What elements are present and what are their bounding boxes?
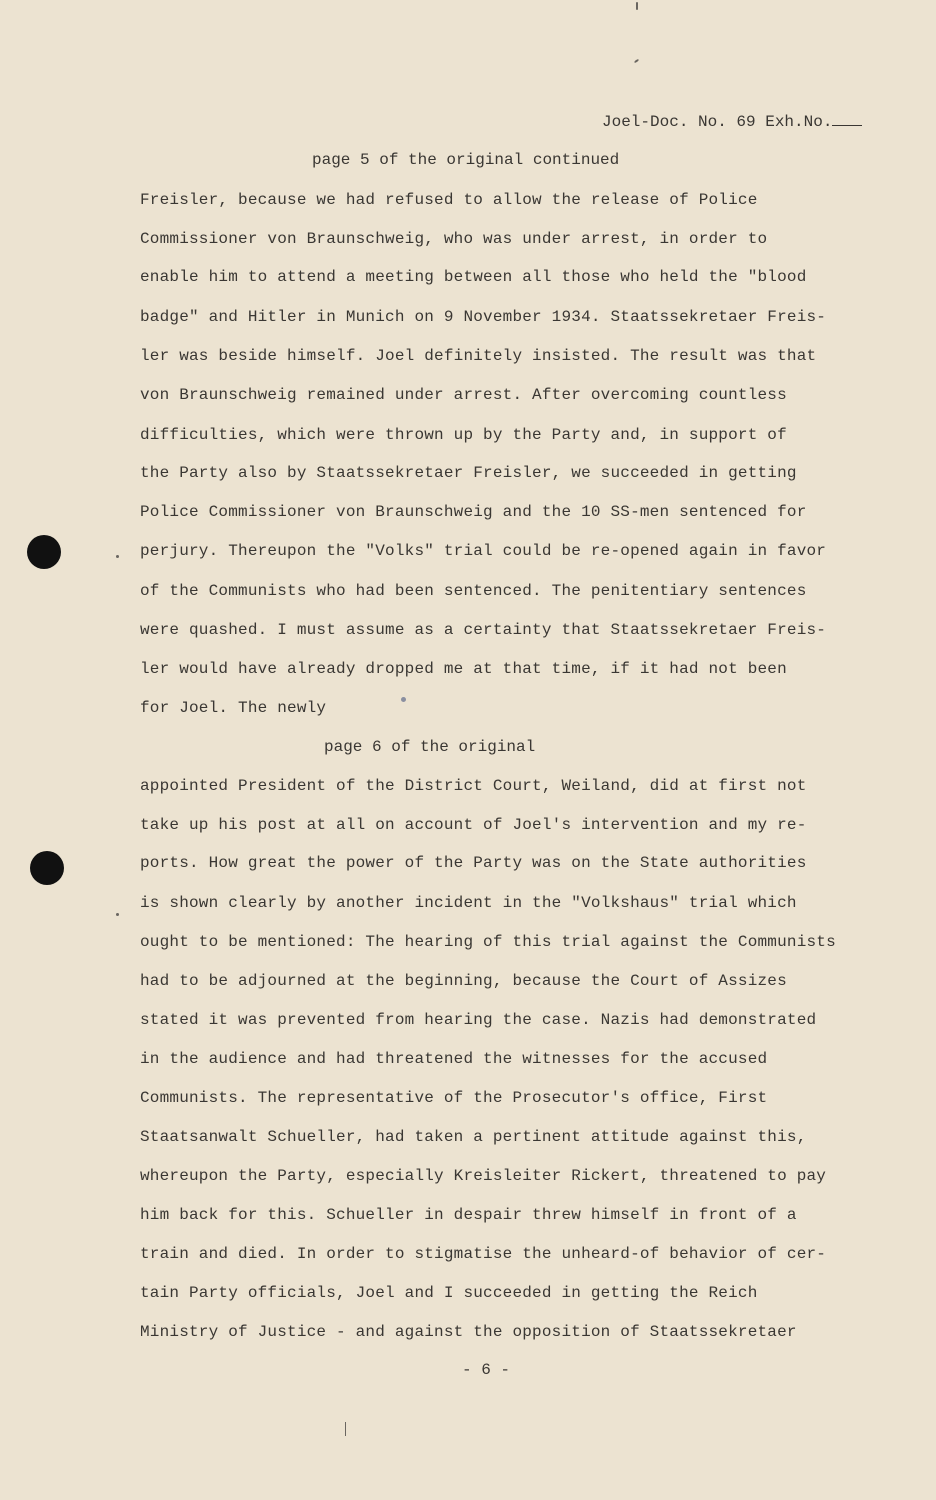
text-line: him back for this. Schueller in despair threw himself in front of a: [140, 1206, 797, 1224]
text-line: ought to be mentioned: The hearing of this trial against the Communists: [140, 933, 836, 951]
exhibit-number-blank: [832, 111, 862, 126]
paper-mark: [116, 913, 119, 916]
text-line: ports. How great the power of the Party was on the State authorities: [140, 854, 807, 872]
paper-mark: [116, 555, 119, 558]
text-line: tain Party officials, Joel and I succeeded in getting the Reich: [140, 1284, 758, 1302]
text-line: Freisler, because we had refused to allow the release of Police: [140, 191, 758, 209]
doc-reference: [602, 111, 862, 131]
text-line: in the audience and had threatened the witnesses for the accused: [140, 1050, 768, 1068]
text-line: whereupon the Party, especially Kreisleiter Rickert, threatened to pay: [140, 1167, 827, 1185]
text-line: had to be adjourned at the beginning, because the Court of Assizes: [140, 972, 787, 990]
page-heading: page 6 of the original: [324, 738, 536, 756]
text-line: of the Communists who had been sentenced. The penitentiary sentences: [140, 582, 807, 600]
text-line: is shown clearly by another incident in the "Volkshaus" trial which: [140, 894, 797, 912]
punch-hole: [30, 851, 64, 885]
text-line: Communists. The representative of the Prosecutor's office, First: [140, 1089, 768, 1107]
punch-hole: [27, 535, 61, 569]
text-line: enable him to attend a meeting between all those who held the "blood: [140, 268, 807, 286]
text-line: Ministry of Justice - and against the opposition of Staatssekretaer: [140, 1323, 797, 1341]
page-number: - 6 -: [462, 1361, 511, 1379]
text-line: badge" and Hitler in Munich on 9 November 1934. Staatssekretaer Freis-: [140, 308, 827, 326]
text-line: difficulties, which were thrown up by the Party and, in support of: [140, 426, 787, 444]
text-line: take up his post at all on account of Joel's intervention and my re-: [140, 816, 807, 834]
text-line: ler was beside himself. Joel definitely insisted. The result was that: [140, 347, 817, 365]
page-heading: page 5 of the original continued: [312, 151, 620, 169]
text-line: ler would have already dropped me at that time, if it had not been: [140, 660, 787, 678]
paper-mark: [345, 1422, 346, 1436]
text-line: stated it was prevented from hearing the case. Nazis had demonstrated: [140, 1011, 817, 1029]
text-line: von Braunschweig remained under arrest. After overcoming countless: [140, 386, 787, 404]
paper-mark: [634, 59, 639, 64]
text-line: Commissioner von Braunschweig, who was under arrest, in order to: [140, 230, 768, 248]
paper-mark: [401, 697, 406, 702]
text-line: Staatsanwalt Schueller, had taken a pertinent attitude against this,: [140, 1128, 807, 1146]
text-line: Police Commissioner von Braunschweig and the 10 SS-men sentenced for: [140, 503, 807, 521]
text-line: for Joel. The newly: [140, 699, 327, 717]
text-line: appointed President of the District Court, Weiland, did at first not: [140, 777, 807, 795]
paper-mark: [636, 2, 638, 10]
text-line: were quashed. I must assume as a certainty that Staatssekretaer Freis-: [140, 621, 827, 639]
text-line: train and died. In order to stigmatise the unheard-of behavior of cer-: [140, 1245, 827, 1263]
doc-reference-label: Joel-Doc. No. 69 Exh.No.: [602, 113, 833, 131]
text-line: the Party also by Staatssekretaer Freisler, we succeeded in getting: [140, 464, 797, 482]
text-line: perjury. Thereupon the "Volks" trial could be re-opened again in favor: [140, 542, 827, 560]
